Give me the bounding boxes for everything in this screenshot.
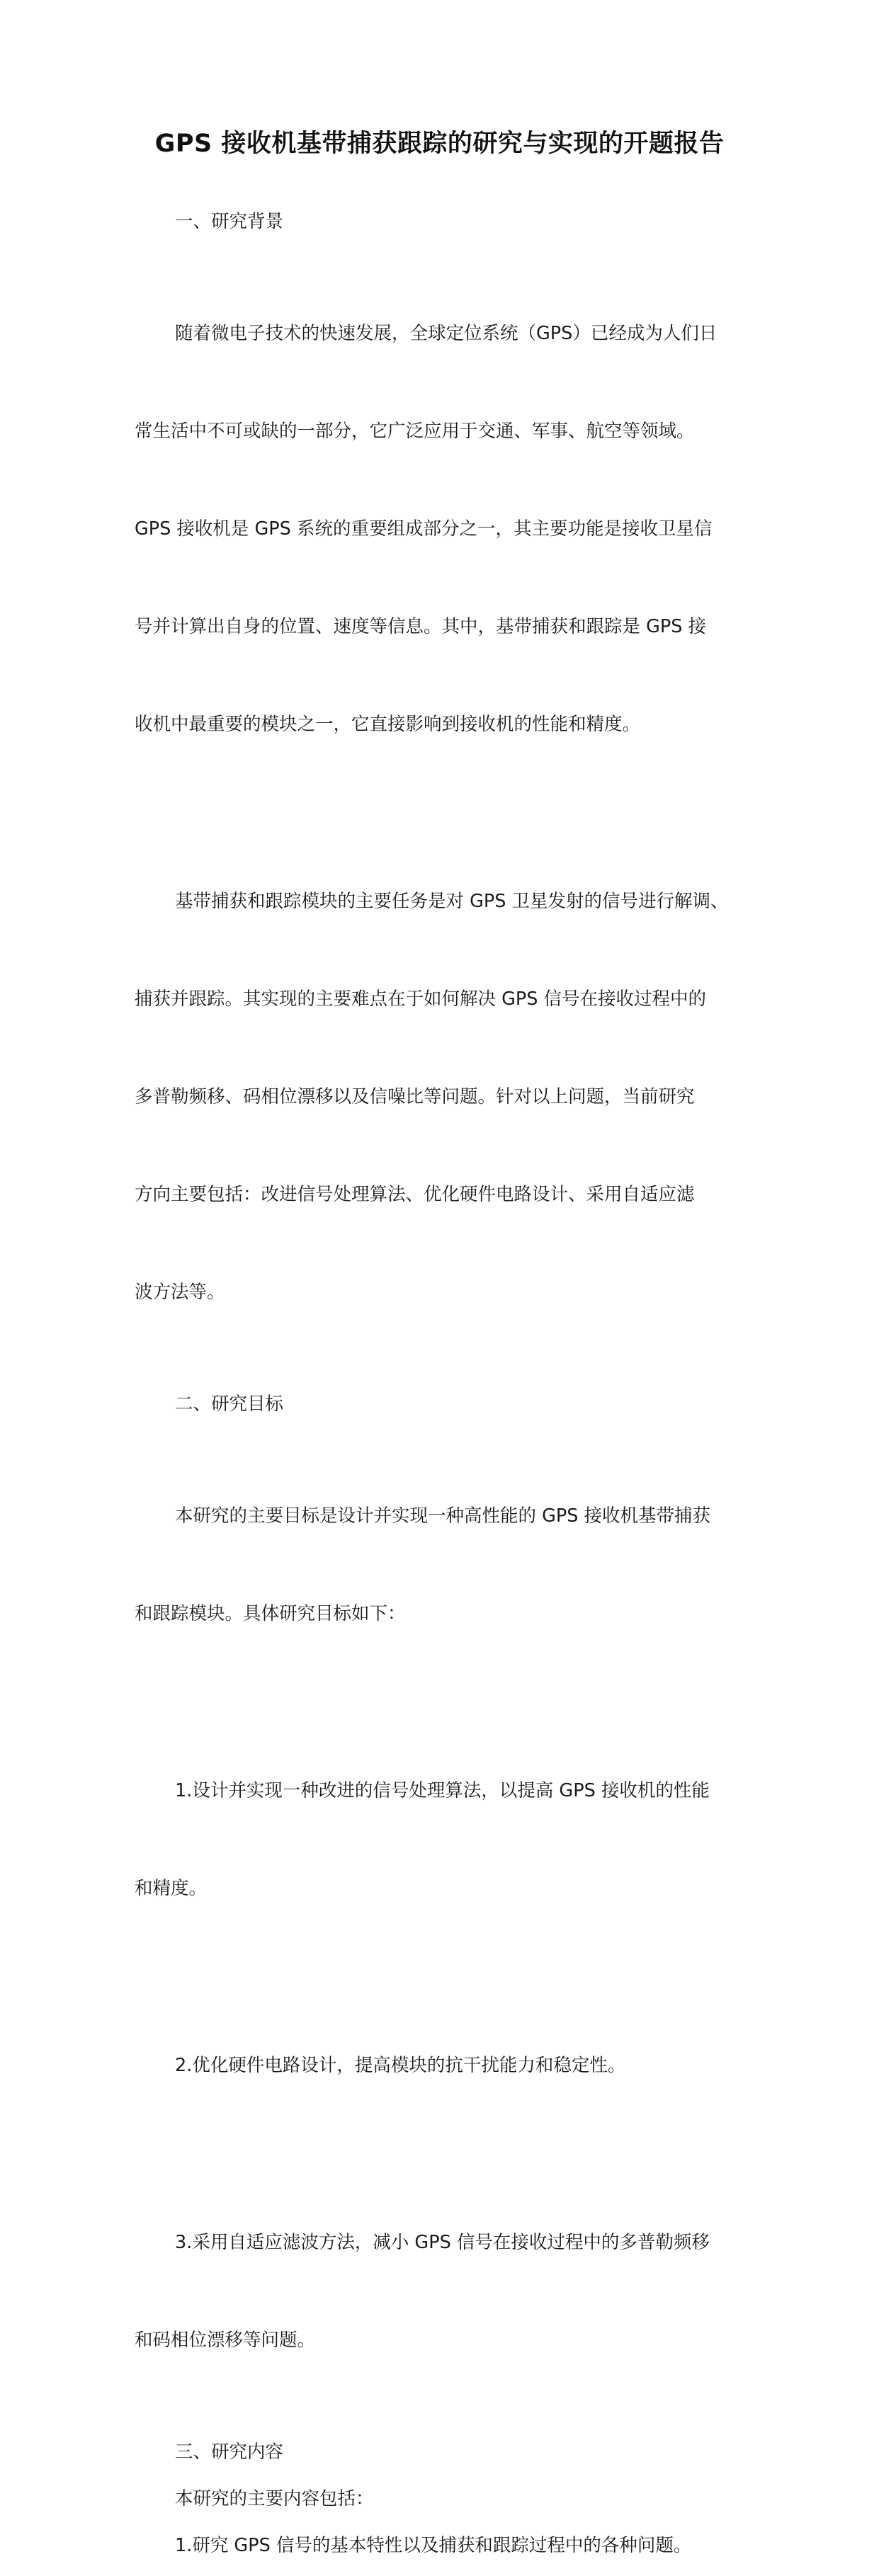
paragraph-goals-intro: [135, 1435, 758, 1695]
goal-item-3: [135, 2161, 758, 2422]
text-line: 多普勒频移、码相位漂移以及信噪比等问题。针对以上问题，当前研究: [135, 1086, 695, 1107]
text-line: 1.设计并实现一种改进的信号处理算法，以提高 GPS 接收机的性能: [175, 1780, 710, 1801]
text-line: 波方法等。: [135, 1282, 225, 1303]
document-title: GPS 接收机基带捕获跟踪的研究与实现的开题报告: [154, 130, 725, 158]
text-line: 基带捕获和跟踪模块的主要任务是对 GPS 卫星发射的信号进行解调、: [175, 891, 729, 912]
text-line: 号并计算出自身的位置、速度等信息。其中，基带捕获和跟踪是 GPS 接: [135, 616, 707, 637]
goal-item-1: [135, 1709, 758, 1970]
paragraph-background-2: [135, 820, 758, 1374]
text-line: GPS 接收机是 GPS 系统的重要组成部分之一，其主要功能是接收卫星信: [135, 518, 713, 540]
section-heading-goals: 二、研究目标: [175, 1394, 284, 1415]
text-line: 本研究的主要目标是设计并实现一种高性能的 GPS 接收机基带捕获: [175, 1505, 711, 1527]
goal-item-2: [135, 1984, 758, 2147]
content-item-1: 1.研究 GPS 信号的基本特性以及捕获和跟踪过程中的各种问题。: [175, 2535, 692, 2556]
text-line: 3.采用自适应滤波方法，减小 GPS 信号在接收过程中的多普勒频移: [175, 2232, 710, 2253]
text-line: 和码相位漂移等问题。: [135, 2330, 316, 2351]
section-heading-background: 一、研究背景: [175, 211, 284, 232]
paragraph-background-1: [135, 252, 758, 806]
section-heading-content: 三、研究内容: [175, 2441, 284, 2463]
text-line: 2.优化硬件电路设计，提高模块的抗干扰能力和稳定性。: [175, 2055, 626, 2076]
paragraph-content-intro: 本研究的主要内容包括：: [175, 2488, 374, 2509]
text-line: 和精度。: [135, 1878, 208, 1899]
text-line: 和跟踪模块。具体研究目标如下：: [135, 1603, 406, 1624]
document-body: [135, 205, 758, 2576]
text-line: 随着微电子技术的快速发展，全球定位系统（GPS）已经成为人们日: [175, 323, 718, 344]
text-line: 方向主要包括：改进信号处理算法、优化硬件电路设计、采用自适应滤: [135, 1184, 695, 1205]
text-line: 常生活中不可或缺的一部分，它广泛应用于交通、军事、航空等领域。: [135, 421, 695, 442]
text-line: 捕获并跟踪。其实现的主要难点在于如何解决 GPS 信号在接收过程中的: [135, 988, 707, 1010]
text-line: 收机中最重要的模块之一，它直接影响到接收机的性能和精度。: [135, 714, 641, 735]
